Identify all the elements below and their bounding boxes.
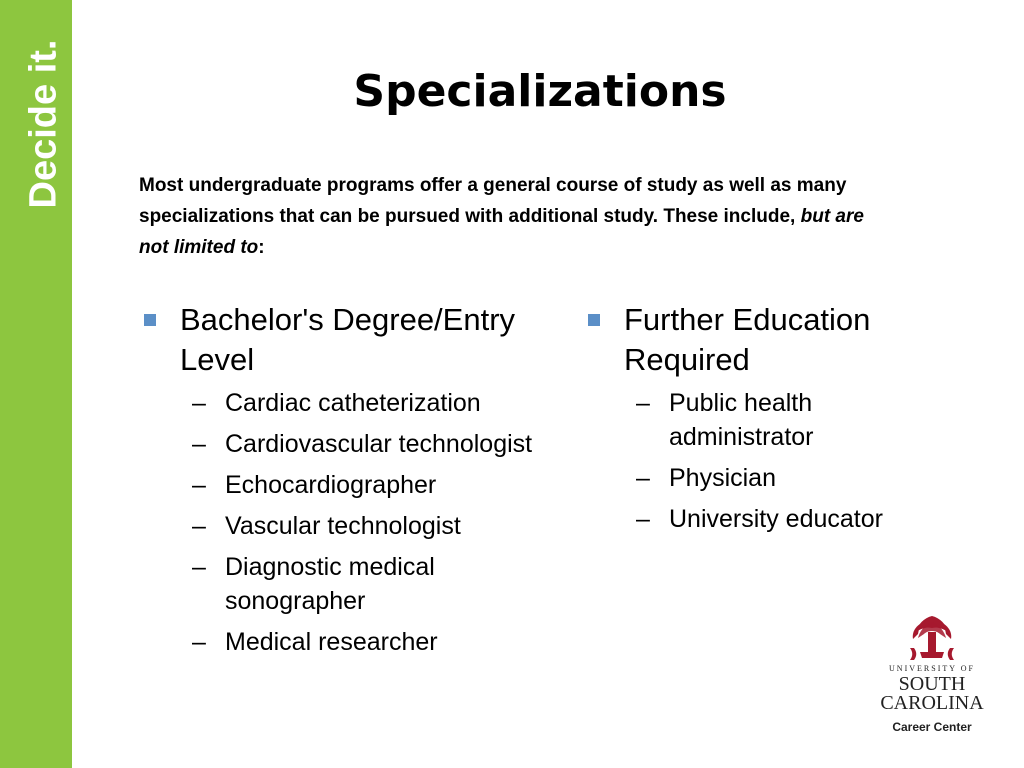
logo-carolina: CAROLINA	[880, 692, 984, 714]
intro-emphasis: but are not limited to	[139, 206, 864, 258]
left-heading: Bachelor's Degree/Entry Level	[180, 302, 516, 377]
list-item	[636, 386, 946, 454]
logo-university-of: UNIVERSITY OF	[889, 664, 975, 673]
sidebar-tagline: Decide it.	[22, 39, 65, 209]
square-bullet-icon	[144, 314, 156, 326]
right-column	[586, 300, 946, 543]
slide-title: Specializations	[353, 66, 727, 117]
list-item-label: Cardiac catheterization	[225, 389, 481, 417]
left-sublist	[142, 386, 542, 659]
list-item-label: Cardiovascular technologist	[225, 430, 533, 458]
list-item-label: Medical researcher	[225, 628, 438, 656]
list-item-label: University educator	[669, 505, 883, 533]
list-item	[636, 461, 946, 495]
list-item	[192, 468, 542, 502]
dash-bullet-icon: –	[192, 628, 206, 656]
dash-bullet-icon: –	[636, 505, 650, 533]
dash-bullet-icon: –	[192, 553, 206, 581]
square-bullet-icon	[588, 314, 600, 326]
right-heading: Further Education Required	[624, 302, 871, 377]
usc-logo	[880, 612, 984, 742]
intro-suffix: :	[258, 237, 265, 258]
list-item	[192, 386, 542, 420]
dash-bullet-icon: –	[192, 389, 206, 417]
list-item	[192, 427, 542, 461]
logo-south: SOUTH	[898, 673, 966, 695]
dash-bullet-icon: –	[636, 464, 650, 492]
right-heading-item	[586, 300, 946, 380]
list-item-label: Vascular technologist	[225, 512, 461, 540]
intro-text: Most undergraduate programs offer a general course of study as well as many specializations that can be pursued with additional study. These include,	[139, 175, 847, 227]
left-heading-item	[142, 300, 542, 380]
dash-bullet-icon: –	[192, 471, 206, 499]
list-item-label: Public health administrator	[669, 389, 814, 451]
intro-paragraph	[139, 170, 879, 263]
dash-bullet-icon: –	[192, 430, 206, 458]
list-item	[636, 502, 946, 536]
list-item	[192, 509, 542, 543]
left-column	[142, 300, 542, 666]
palmetto-tree-icon	[880, 612, 984, 664]
list-item-label: Echocardiographer	[225, 471, 437, 499]
dash-bullet-icon: –	[192, 512, 206, 540]
dash-bullet-icon: –	[636, 389, 650, 417]
list-item-label: Physician	[669, 464, 776, 492]
list-item-label: Diagnostic medical sonographer	[225, 553, 435, 615]
right-sublist	[586, 386, 946, 536]
sidebar-band	[0, 0, 72, 768]
logo-career-center: Career Center	[892, 720, 972, 734]
list-item	[192, 550, 542, 618]
list-item	[192, 625, 542, 659]
